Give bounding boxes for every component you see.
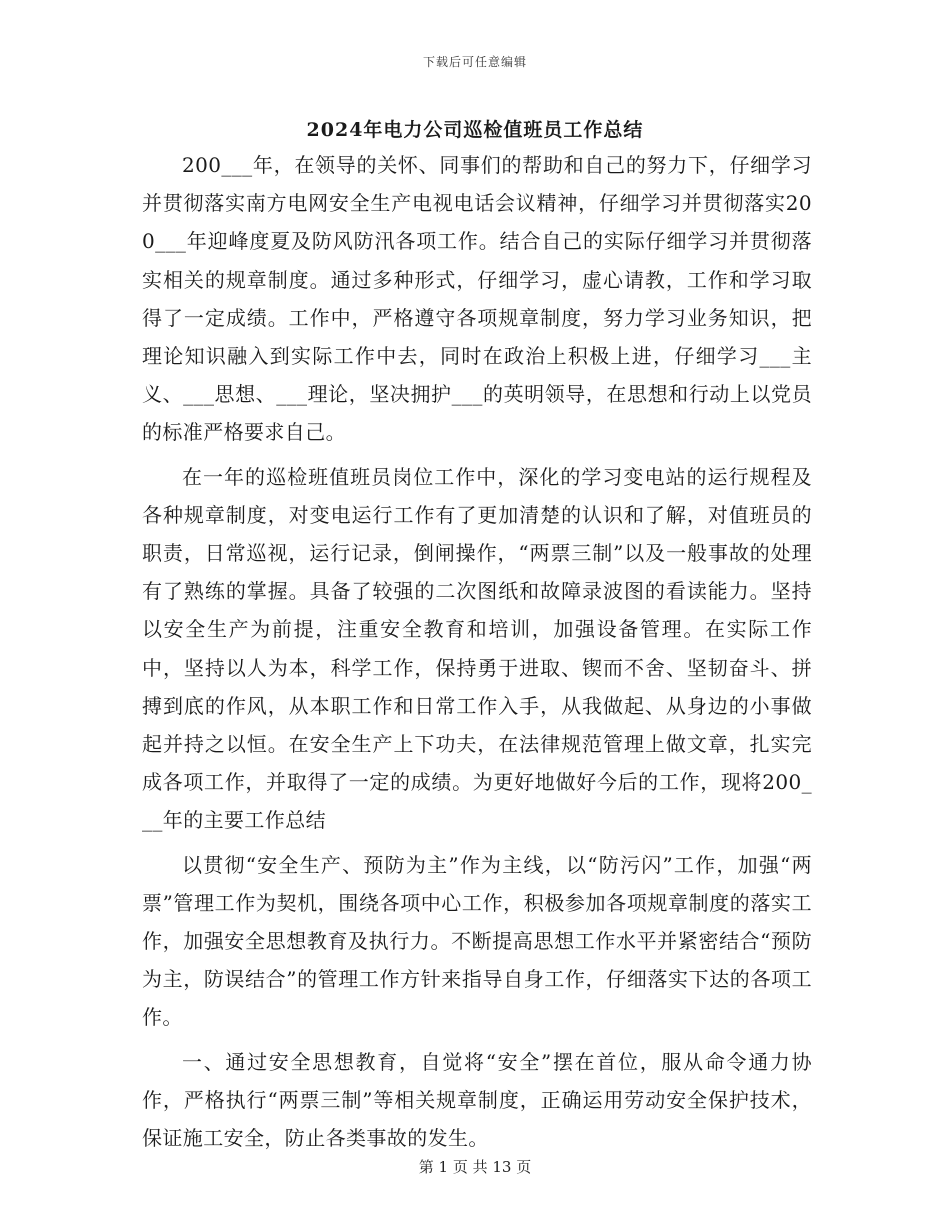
- paragraph-2: 在一年的巡检班值班员岗位工作中，深化的学习变电站的运行规程及各种规章制度，对变电运行工作有了更加清楚的认识和了解，对值班员的职责，日常巡视，运行记录，倒闸操作，“两票三制”以及一般事故的处理有了熟练的掌握。具备了较强的二次图纸和故障录波图的看读能力。坚持以安全生产为前提，注重安全教育和培训，加强设备管理。在实际工作中，坚持以人为本，科学工作，保持勇于进取、锲而不舍、坚韧奋斗、拼搏到底的作风，从本职工作和日常工作入手，从我做起、从身边的小事做起并持之以恒。在安全生产上下功夫，在法律规范管理上做文章，扎实完成各项工作，并取得了一定的成绩。为更好地做好今后的工作，现将200___年的主要工作总结: [142, 464, 812, 833]
- paragraph-1: 200___年，在领导的关怀、同事们的帮助和自己的努力下，仔细学习并贯彻落实南方电网安全生产电视电话会议精神，仔细学习并贯彻落实200___年迎峰度夏及防风防汛各项工作。结合自己的实际仔细学习并贯彻落实相关的规章制度。通过多种形式，仔细学习，虚心请教，工作和学习取得了一定成绩。工作中，严格遵守各项规章制度，努力学习业务知识，把理论知识融入到实际工作中去，同时在政治上积极上进，仔细学习___主义、___思想、___理论，坚决拥护___的英明领导，在思想和行动上以党员的标准严格要求自己。: [142, 153, 812, 445]
- header-note: 下载后可任意编辑: [422, 55, 527, 69]
- paragraph-3: 以贯彻“安全生产、预防为主”作为主线，以“防污闪”工作，加强“两票”管理工作为契机，围绕各项中心工作，积极参加各项规章制度的落实工作，加强安全思想教育及执行力。不断提高思想工作水平并紧密结合“预防为主，防误结合”的管理工作方针来指导自身工作，仔细落实下达的各项工作。: [142, 852, 812, 1030]
- document-title: 2024年电力公司巡检值班员工作总结: [306, 119, 644, 141]
- paragraph-4: 一、通过安全思想教育，自觉将“安全”摆在首位，服从命令通力协作，严格执行“两票三制”等相关规章制度，正确运用劳动安全保护技术，保证施工安全，防止各类事故的发生。: [142, 1049, 812, 1151]
- page-number: 第 1 页 共 13 页: [418, 1158, 532, 1176]
- document-body: [142, 146, 812, 1163]
